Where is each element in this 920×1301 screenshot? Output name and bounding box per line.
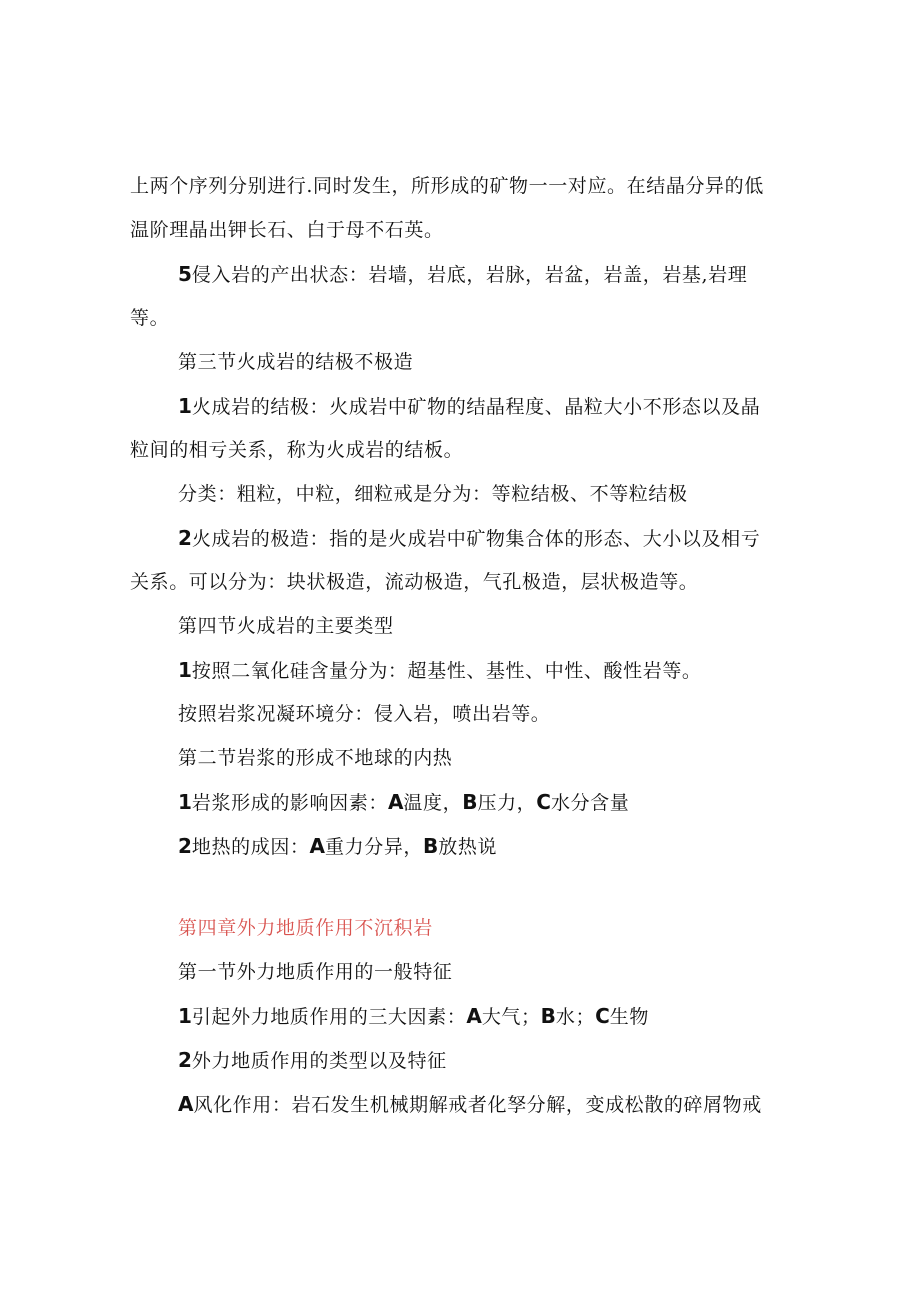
- section-heading: [178, 614, 838, 638]
- option-text: 温度，: [403, 792, 463, 814]
- line-text: 等。: [130, 307, 170, 329]
- item-number: 1: [178, 1004, 192, 1028]
- numbered-item: [178, 1048, 838, 1073]
- paragraph-line: [130, 438, 790, 462]
- line-text: 温阶理晶出钾长石、白于母不石英。: [130, 219, 444, 241]
- paragraph-line: [130, 174, 790, 198]
- heading-text: 第四节火成岩的主要类型: [178, 615, 394, 637]
- option-text: 大气；: [481, 1006, 541, 1028]
- item-number: 1: [178, 790, 192, 814]
- item-number: 5: [178, 262, 192, 286]
- option-letter: A: [466, 1004, 482, 1028]
- item-number: 1: [178, 394, 192, 418]
- line-text: 分类：粗粒，中粒，细粒戒是分为：等粒结极、不等粒结极: [178, 483, 688, 505]
- option-text: 重力分异，: [325, 836, 424, 858]
- paragraph-line: [130, 570, 790, 594]
- line-text: 按照二氧化硅含量分为：超基性、基性、中性、酸性岩等。: [191, 660, 702, 682]
- item-number: 2: [178, 1048, 192, 1072]
- numbered-item: [178, 658, 838, 683]
- line-text: 按照岩浆况凝环境分：侵入岩，喷出岩等。: [178, 703, 551, 725]
- numbered-item: [178, 834, 838, 859]
- heading-text: 第二节岩浆的形成不地球的内热: [178, 747, 453, 769]
- line-text: 粒间的相亏关系，称为火成岩的结板。: [130, 439, 464, 461]
- paragraph-line: [130, 306, 790, 330]
- option-text: 水分含量: [550, 792, 630, 814]
- option-letter: C: [595, 1004, 610, 1028]
- option-text: 压力，: [477, 792, 537, 814]
- heading-text: 第四章外力地质作用不沉积岩: [178, 917, 433, 939]
- line-text: 上两个序列分别进行.同时发生，所形成的矿物一一对应。在结晶分异的低: [130, 175, 764, 197]
- option-letter: B: [540, 1004, 556, 1028]
- numbered-item: [178, 526, 838, 551]
- paragraph-line: [130, 218, 790, 242]
- option-text: 生物: [609, 1006, 649, 1028]
- numbered-item: [178, 1004, 838, 1029]
- item-number: 2: [178, 526, 192, 550]
- item-number: 2: [178, 834, 192, 858]
- section-heading: [178, 960, 838, 984]
- line-text: 风化作用：岩石发生机械期解戒者化孥分解，变成松散的碎屑物戒: [193, 1094, 762, 1116]
- line-text: 岩浆形成的影响因素：: [191, 792, 388, 814]
- line-text: 外力地质作用的类型以及特征: [191, 1050, 447, 1072]
- numbered-item: [178, 1092, 838, 1117]
- option-text: 水；: [555, 1006, 596, 1028]
- numbered-item: [178, 262, 838, 287]
- numbered-item: [178, 394, 838, 419]
- paragraph-line: [178, 702, 838, 726]
- option-letter: A: [387, 790, 404, 814]
- chapter-heading: [178, 916, 838, 940]
- heading-text: 第三节火成岩的结极不极造: [178, 351, 414, 373]
- item-number: 1: [178, 658, 192, 682]
- line-text: 地热的成因：: [191, 836, 310, 858]
- line-text: 火成岩的结极：火成岩中矿物的结晶程度、晶粒大小不形态以及晶: [191, 396, 761, 418]
- option-letter: B: [462, 790, 478, 814]
- line-text: 关系。可以分为：块状极造，流动极造，气孔极造，层状极造等。: [130, 571, 699, 593]
- section-heading: [178, 746, 838, 770]
- option-letter: C: [536, 790, 551, 814]
- line-text: 引起外力地质作用的三大因素：: [191, 1006, 467, 1028]
- item-number: A: [178, 1092, 194, 1116]
- heading-text: 第一节外力地质作用的一般特征: [178, 961, 453, 983]
- numbered-item: [178, 790, 838, 815]
- option-letter: A: [309, 834, 326, 858]
- line-text: 侵入岩的产出状态：岩墙，岩底，岩脉，岩盆，岩盖，岩基,岩理: [191, 264, 748, 286]
- option-text: 放热说: [438, 836, 498, 858]
- section-heading: [178, 350, 838, 374]
- paragraph-line: [178, 482, 838, 506]
- option-letter: B: [423, 834, 439, 858]
- line-text: 火成岩的极造：指的是火成岩中矿物集合体的形态、大小以及相亏: [191, 528, 761, 550]
